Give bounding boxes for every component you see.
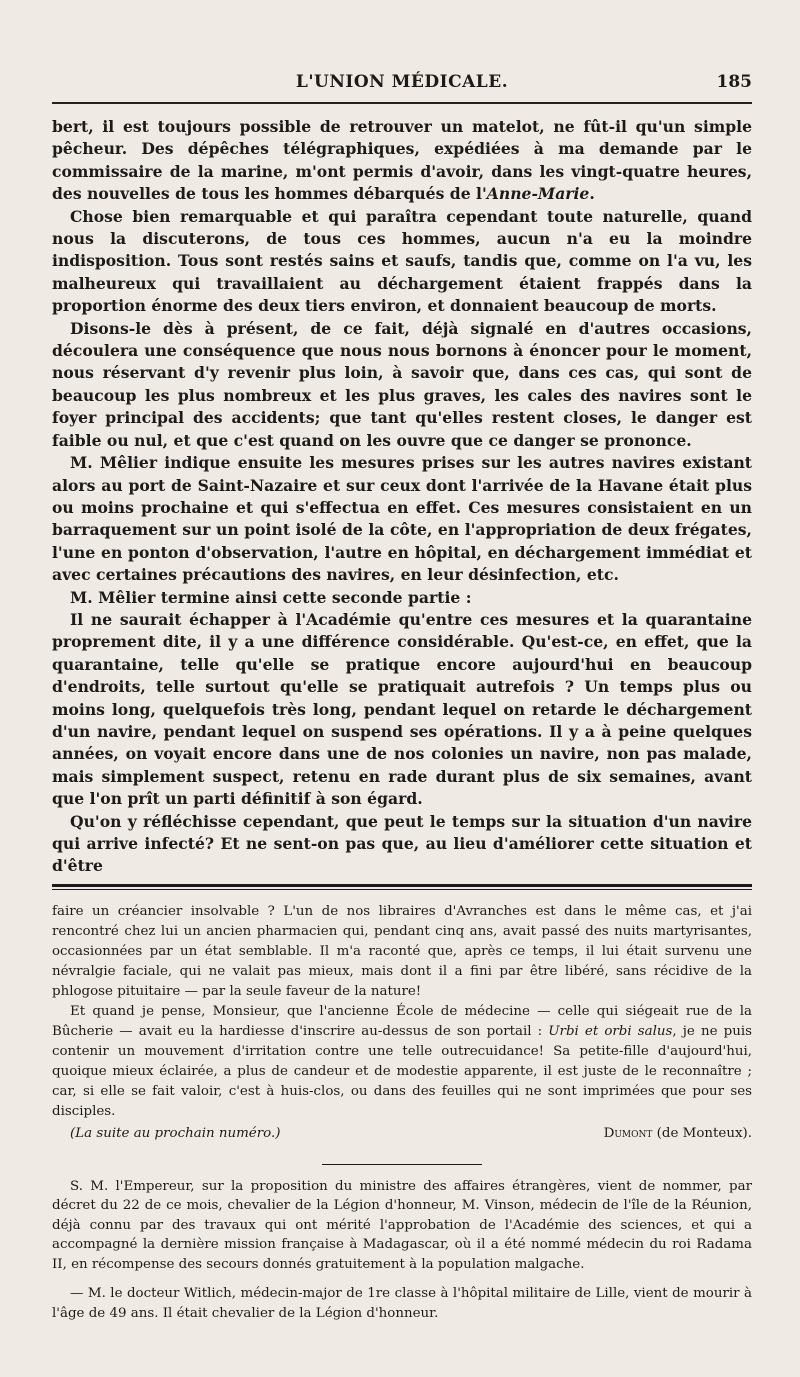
ship-name: Anne-Marie [486, 184, 590, 204]
body-paragraph-4: M. Mêlier indique ensuite les mesures prises sur les autres navires existant alors au port de Saint-Nazaire et sur ceux dont l'arrivée de la Havane était plus ou moins prochaine et qui s'effectua en effet. Ces mesures consistaient en un barraquement sur un point isolé de la côte, en l'appropriation de deux frégates, l'une en ponton d'observation, l'autre en hôpital, en déchargement immédiat et avec certaines précautions des navires, en leur désinfection, etc. [52, 453, 752, 585]
author-place: (de Monteux). [656, 1125, 752, 1141]
continued-note: (La suite au prochain numéro.) [70, 1125, 281, 1141]
running-header [52, 66, 752, 104]
body-paragraph-6: Il ne saurait échapper à l'Académie qu'entre ces mesures et la quarantaine proprement dite, il y a une différence considérable. Qu'est-ce, en effet, que la quarantaine, telle qu'elle se pratique encore aujourd'hui en beaucoup d'endroits, telle surtout qu'elle se pratiquait autrefois ? Un temps plus ou moins long, quelquefois très long, pendant lequel on retarde le déchargement d'un navire, pendant lequel on suspend ses opérations. Il y a à peine quelques années, on voyait encore dans une de nos colonies un navire, non pas malade, mais simplement suspect, retenu en rade durant plus de six semaines, avant que l'on prît un parti définitif à son égard. [52, 609, 752, 809]
body-paragraph-1 [52, 116, 752, 206]
main-article-text [52, 116, 752, 878]
body-paragraph-7: Qu'on y réfléchisse cependant, que peut le temps sur la situation d'un navire qui arrive infecté? Et ne sent-on pas que, au lieu d'améliorer cette situation et d'être [52, 811, 752, 876]
section-divider [52, 884, 752, 887]
feuilleton-paragraph-2-text: Et quand je pense, Monsieur, que l'ancienne École de médecine — celle qui siégeait rue de la Bûcherie — avait eu la hardiesse d'inscrire au-dessus de son portail : [52, 1003, 752, 1039]
news-item-1: S. M. l'Empereur, sur la proposition du ministre des affaires étrangères, vient de nommer, par décret du 22 de ce mois, chevalier de la Légion d'honneur, M. Vinson, médecin de l'île de la Réunion, déjà connu par des travaux qui ont mérité l'approbation de l'Académie des sciences, et qui a accompagné la dernière mission française à Madagascar, où il a été nommé médecin du roi Radama II, en récompense des secours donnés gratuitement à la population malgache. [52, 1178, 752, 1272]
feuilleton-text [52, 902, 752, 1144]
signature-row [52, 1124, 752, 1144]
short-divider [322, 1164, 482, 1165]
school-motto: Urbi et orbi salus [548, 1023, 673, 1039]
feuilleton-paragraph-2-end: , je ne puis contenir un mouvement d'irritation contre une telle outrecuidance! Sa petite-fille d'aujourd'hui, quoique mieux éclairée, a plus de candeur et de modestie apparente, il est juste de le reconnaître ; car, si elle se fait valoir, c'est à huis-clos, ou dans des feuilles qui ne sont imprimées que pour ses disciples. [52, 1023, 752, 1119]
body-paragraph-5: M. Mêlier termine ainsi cette seconde partie : [70, 587, 472, 607]
author-signature [604, 1124, 752, 1144]
feuilleton-paragraph-2 [52, 1002, 752, 1122]
body-paragraph-2: Chose bien remarquable et qui paraîtra cependant toute naturelle, quand nous la discuterons, de tous ces hommes, aucun n'a eu la moindre indisposition. Tous sont restés sains et saufs, tandis que, comme on l'a vu, les malheureux qui travaillaient au déchargement étaient frappés dans la proportion énorme des deux tiers environ, et donnaient beaucoup de morts. [52, 206, 752, 316]
section-divider-thin [52, 889, 752, 890]
feuilleton-paragraph-1: faire un créancier insolvable ? L'un de nos libraires d'Avranches est dans le même cas, et j'ai rencontré chez lui un ancien pharmacien qui, pendant cinq ans, avait passé des nuits martyrisantes, occasionnées par un état semblable. Il m'a raconté que, après ce temps, il lui était survenu une névralgie faciale, qui ne valait pas mieux, mais dont il a fini par être libéré, sans récidive de la phlogose pituitaire — par la seule faveur de la nature! [52, 903, 752, 999]
news-items [52, 1177, 752, 1324]
running-title: L'UNION MÉDICALE. [295, 72, 509, 92]
body-paragraph-3: Disons-le dès à présent, de ce fait, déjà signalé en d'autres occasions, découlera une conséquence que nous nous bornons à énoncer pour le moment, nous réservant d'y revenir plus loin, à savoir que, dans ces cas, qui sont de beaucoup les plus nombreux et les plus graves, les cales des navires sont le foyer principal des accidents; que tant qu'elles restent closes, le danger est faible ou nul, et que c'est quand on les ouvre que ce danger se prononce. [52, 318, 752, 450]
body-paragraph-1-end: . [589, 184, 595, 204]
body-paragraph-1-text: bert, il est toujours possible de retrouver un matelot, ne fût-il qu'un simple pêcheur. Des dépêches télégraphiques, expédiées à ma demande par le commissaire de la marine, m'ont permis d'avoir, dans les vingt-quatre heures, des nouvelles de tous les hommes débarqués de l' [52, 117, 752, 204]
page-number: 185 [716, 72, 752, 92]
author-name: Dumont [603, 1125, 653, 1141]
journal-page [0, 66, 800, 1377]
news-item-2: — M. le docteur Witlich, médecin-major de 1re classe à l'hôpital militaire de Lille, vient de mourir à l'âge de 49 ans. Il était chevalier de la Légion d'honneur. [52, 1286, 752, 1321]
